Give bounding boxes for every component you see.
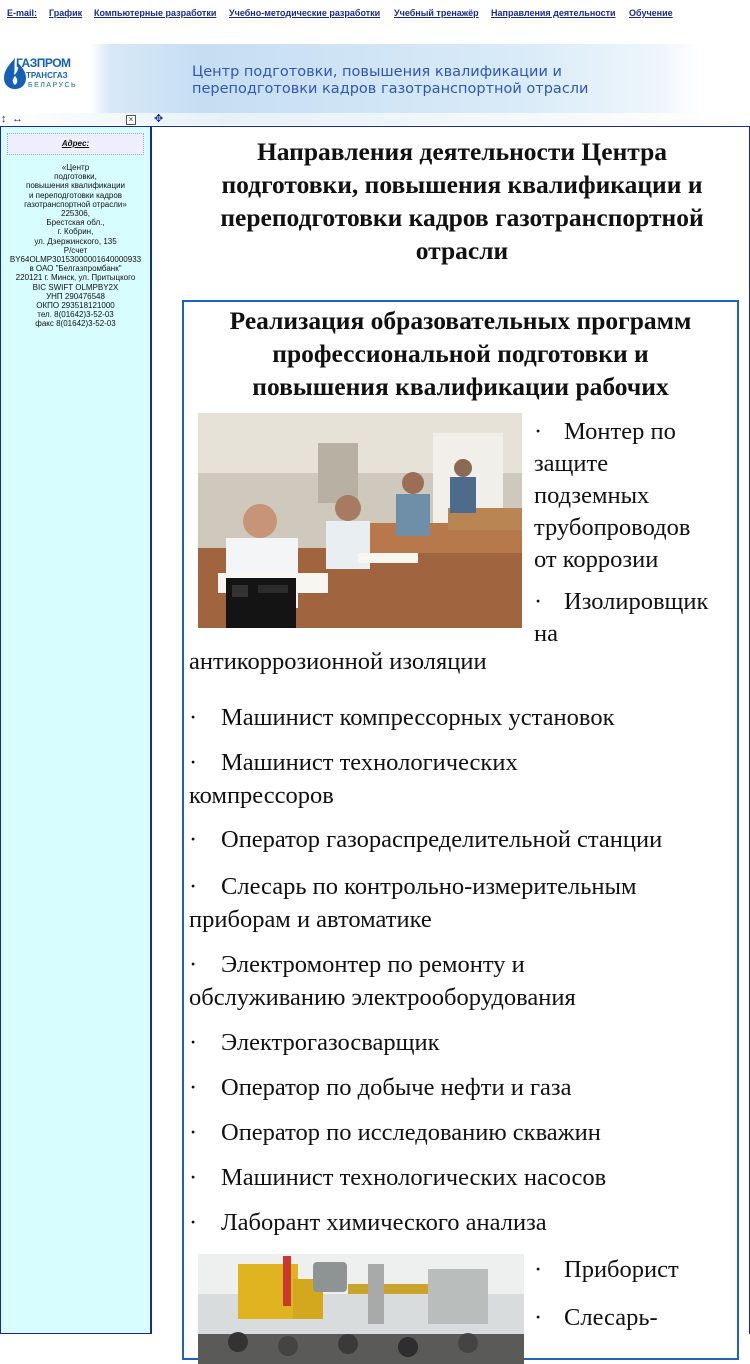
bullet-icon: ·	[534, 588, 543, 615]
address-line: 225306,	[61, 209, 90, 219]
nav-link-education[interactable]: Обучение	[629, 8, 673, 18]
list-item	[534, 416, 676, 448]
resize-horizontal-icon[interactable]: ↔	[12, 113, 23, 125]
address-line: в ОАО "Белгазпромбанк"	[29, 264, 122, 274]
list-item	[189, 702, 614, 734]
bullet-icon: ·	[189, 1209, 198, 1236]
gazprom-logo[interactable]	[2, 54, 86, 94]
nav-link-computer-dev[interactable]: Компьютерные разработки	[94, 8, 217, 18]
sidebar	[0, 126, 152, 1334]
close-icon[interactable]: ×	[126, 115, 136, 125]
nav-link-trainer[interactable]: Учебный тренажёр	[394, 8, 479, 18]
list-item-text: Оператор по добыче нефти и газа	[221, 1074, 572, 1101]
list-item	[189, 1207, 547, 1239]
list-item	[189, 747, 518, 779]
nav-link-methodical-dev[interactable]: Учебно-методические разработки	[229, 8, 381, 18]
address-line: и переподготовки кадров	[28, 190, 123, 200]
section-title-line: профессиональной подготовки и	[272, 339, 649, 368]
list-item	[189, 824, 662, 856]
equipment-photo	[198, 1254, 524, 1364]
nav-link-schedule[interactable]: График	[49, 8, 83, 18]
list-item-text: обслуживанию электрооборудования	[189, 984, 576, 1011]
address-line: УНП 290476548	[46, 291, 105, 301]
nav-link-directions[interactable]: Направления деятельности	[491, 8, 616, 18]
list-item-text: трубопроводов	[534, 514, 691, 541]
list-item-text: Слесарь-	[564, 1304, 658, 1331]
address-line: BIC SWIFT OLMPBY2X	[32, 282, 119, 292]
bullet-icon: ·	[189, 1029, 198, 1056]
section-title	[186, 304, 735, 403]
list-item-text: Оператор по исследованию скважин	[221, 1119, 601, 1146]
address-block	[1, 163, 150, 329]
list-item-text: приборам и автоматике	[189, 906, 432, 933]
banner-title	[192, 64, 612, 98]
address-heading: Адрес:	[7, 133, 144, 155]
address-line: г. Кобрин,	[57, 227, 94, 237]
banner-title-line: Центр подготовки, повышения квалификации и	[192, 64, 562, 80]
bullet-icon: ·	[189, 873, 198, 900]
banner-title-line: переподготовки кадров газотранспортной отрасли	[192, 81, 589, 97]
list-item-text: Оператор газораспределительной станции	[221, 826, 663, 853]
address-line: газотранспортной отрасли»	[24, 199, 127, 209]
list-item-text: Изолировщик	[564, 588, 709, 615]
list-item-text: Слесарь по контрольно-измерительным	[221, 873, 637, 900]
list-item-text: антикоррозионной изоляции	[189, 648, 487, 675]
list-item-text: Машинист компрессорных установок	[221, 704, 615, 731]
main-content[interactable]	[152, 126, 750, 1334]
address-line: тел. 8(01642)3-52-03	[37, 310, 114, 320]
bullet-icon: ·	[189, 826, 198, 853]
address-line: ул. Дзержинского, 135	[34, 236, 117, 246]
list-item-text: Машинист технологических насосов	[221, 1164, 607, 1191]
list-item	[189, 1162, 606, 1194]
bullet-icon: ·	[189, 749, 198, 776]
address-line: BY64OLMP30153000001640000933	[9, 255, 142, 265]
list-item-text: от коррозии	[534, 546, 659, 573]
list-item	[534, 1302, 658, 1334]
logo-name-text: ГАЗПРОМ	[16, 56, 71, 70]
nav-email-link[interactable]: E-mail:	[7, 8, 38, 18]
programs-section	[182, 300, 739, 1360]
list-item	[189, 949, 525, 981]
page-title-line: отрасли	[415, 236, 509, 265]
list-item-text: защите	[534, 450, 609, 477]
list-item-text: Электромонтер по ремонту и	[221, 951, 525, 978]
list-item-text: Приборист	[564, 1256, 679, 1283]
list-item	[189, 1027, 439, 1059]
bullet-icon: ·	[189, 704, 198, 731]
page-title-line: переподготовки кадров газотранспортной	[220, 203, 704, 232]
section-title-line: Реализация образовательных программ	[229, 306, 692, 335]
page-title-line: подготовки, повышения квалификации и	[221, 170, 703, 199]
bullet-icon: ·	[534, 1304, 543, 1331]
frame-toolbar	[0, 113, 750, 125]
list-item	[534, 586, 708, 618]
logo-subtitle-text: ТРАНСГАЗ	[26, 71, 68, 80]
header-banner	[0, 44, 750, 118]
address-line: факс 8(01642)3-52-03	[35, 319, 116, 329]
page-title-line: Направления деятельности Центра	[256, 137, 668, 166]
page-title	[182, 135, 742, 267]
bullet-icon: ·	[534, 1256, 543, 1283]
list-item-text: Лаборант химического анализа	[221, 1209, 547, 1236]
list-item	[189, 1072, 571, 1104]
list-item-text: Электрогазосварщик	[221, 1029, 440, 1056]
address-line: 220121 г. Минск, ул. Притыцкого	[15, 273, 136, 283]
list-item-text: Монтер по	[564, 418, 676, 445]
bullet-icon: ·	[189, 1074, 198, 1101]
list-item-text: подземных	[534, 482, 650, 509]
list-item-text: компрессоров	[189, 782, 334, 809]
list-item	[189, 871, 637, 903]
address-line: Брестская обл.,	[46, 218, 105, 228]
bullet-icon: ·	[534, 418, 543, 445]
list-item	[189, 1117, 601, 1149]
address-line: Р/счет	[63, 245, 88, 255]
list-item-text: на	[534, 620, 558, 647]
classroom-photo	[198, 413, 522, 628]
address-line: повышения квалификации	[25, 181, 126, 191]
bullet-icon: ·	[189, 1119, 198, 1146]
address-line: подготовки,	[54, 172, 97, 182]
address-line: ОКПО 293518121000	[36, 301, 115, 311]
section-title-line: повышения квалификации рабочих	[252, 372, 669, 401]
top-nav	[0, 0, 750, 26]
move-icon[interactable]: ✥	[154, 113, 164, 125]
logo-country-text: БЕЛАРУСЬ	[28, 82, 78, 89]
list-item-text: Машинист технологических	[221, 749, 518, 776]
list-item	[534, 1254, 679, 1286]
address-line: «Центр	[61, 163, 90, 172]
bullet-icon: ·	[189, 1164, 198, 1191]
bullet-icon: ·	[189, 951, 198, 978]
resize-vertical-icon[interactable]: ↕	[1, 113, 7, 125]
